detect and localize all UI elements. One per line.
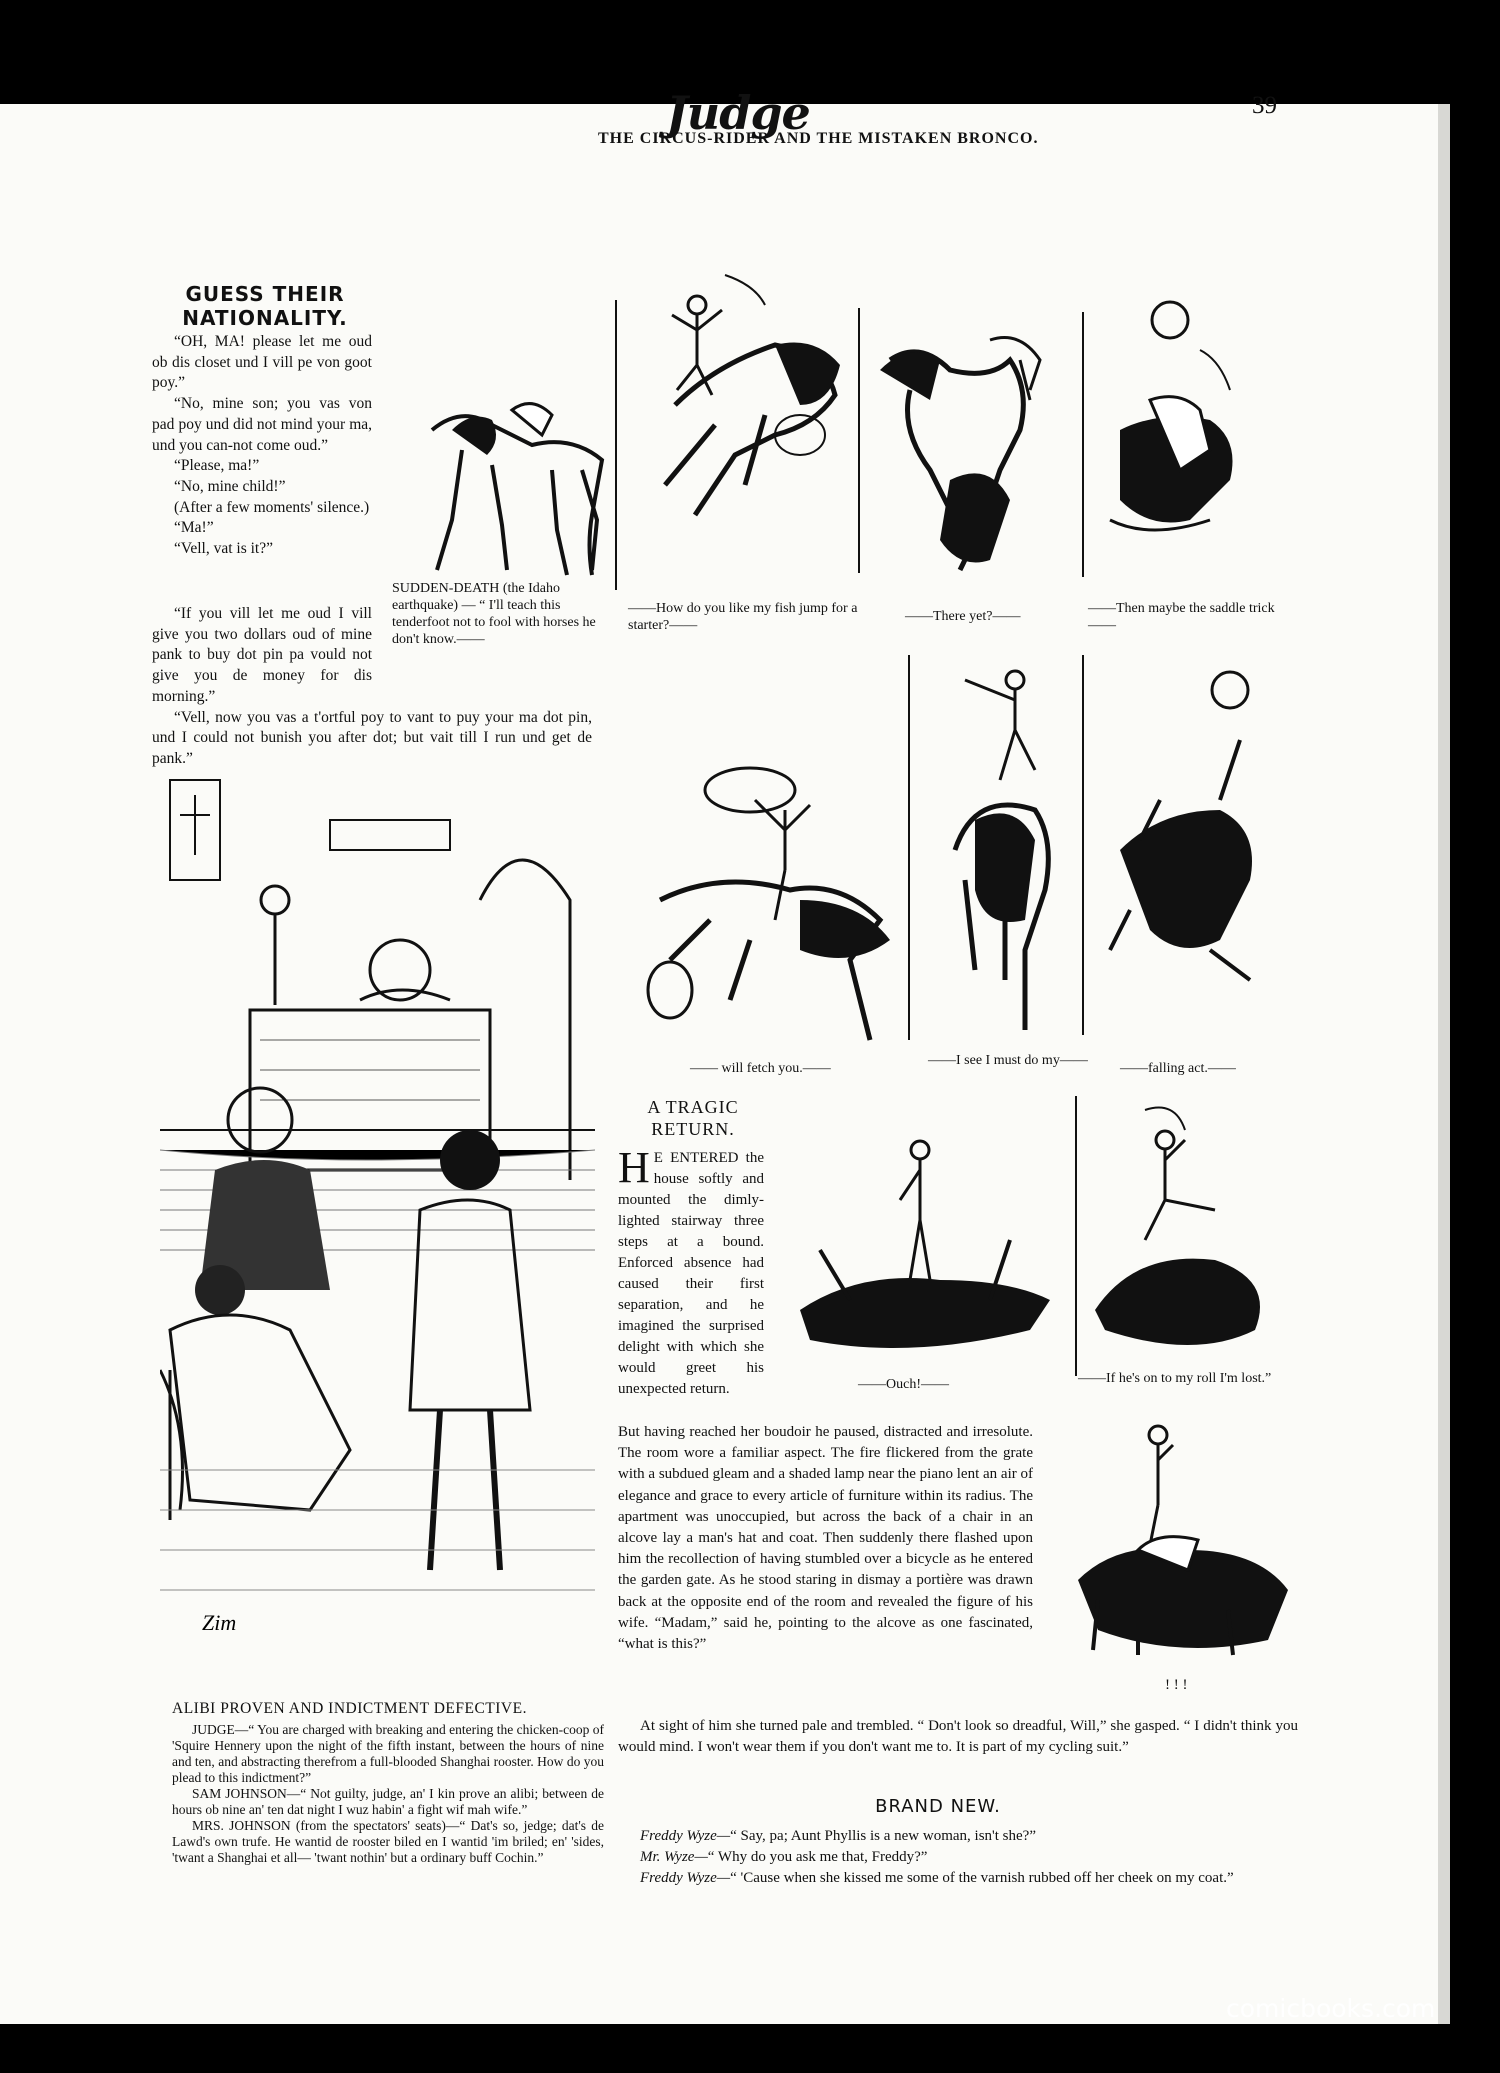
- alibi-title: ALIBI PROVEN AND INDICTMENT DEFECTIVE.: [172, 1700, 527, 1717]
- dialogue-text: “ 'Cause when she kissed me some of the varnish rubbed off her cheek on my coat.”: [730, 1870, 1234, 1886]
- caption-1: SUDDEN-DEATH (the Idaho earthquake) — “ I'll teach this tenderfoot not to fool with horses he don't know.——: [392, 581, 596, 647]
- dialogue-line: [618, 1826, 1298, 1847]
- panel-divider: [1075, 1096, 1077, 1376]
- tragic-narrow-paragraph: E ENTERED the house softly and mounted the dimly-lighted stairway three steps at a bound. Enforced absence had caused their first separation, and he imagined the surprised delight with which she would greet his unexpected return.: [618, 1150, 764, 1397]
- tragic-title: [618, 1096, 768, 1140]
- panel-divider: [1082, 312, 1084, 577]
- guess-paragraph: “Ma!”: [174, 519, 214, 537]
- speaker: Freddy Wyze—: [640, 1870, 731, 1886]
- dialogue-line: [618, 1847, 1298, 1868]
- tragic-last-paragraph: At sight of him she turned pale and trembled. “ Don't look so dreadful, Will,” she gasped. “ I didn't think you would mind. I won't wear them if you don't want me to. It is part of my cycling suit.”: [618, 1718, 1298, 1755]
- guess-title-line-2: NATIONALITY.: [182, 306, 348, 330]
- guess-paragraph: “No, mine son; you vas von pad poy und did not mind your ma, und you can-not come oud.”: [152, 395, 372, 454]
- alibi-text: [172, 1722, 604, 1866]
- caption-3: ——There yet?——: [905, 609, 1021, 624]
- guess-paragraph: (After a few moments' silence.): [174, 498, 370, 516]
- alibi-paragraph: JUDGE—“ You are charged with breaking and entering the chicken-coop of 'Squire Hennery upon the night of the fifth instant, between the hours of nine and ten, and abstracting therefrom a full-blooded Shanghai rooster. How do you plead to this indictment?”: [172, 1722, 604, 1785]
- guess-paragraph: “If you vill let me oud I vill give you two dollars oud of mine pank to buy dot pin pa vould not give you de money for dis morning.”: [152, 605, 372, 705]
- panel-divider: [615, 300, 617, 590]
- tragic-text-narrow: [618, 1143, 764, 1400]
- panel-10-illustration: [1068, 1420, 1298, 1660]
- panel-9-illustration: [1085, 1100, 1295, 1370]
- panel-3-illustration: [870, 330, 1070, 580]
- guess-paragraph: “OH, MA! please let me oud ob dis closet und I vill pe von goot poy.”: [152, 333, 372, 392]
- guess-title: [170, 282, 360, 330]
- panel-divider: [908, 655, 910, 1040]
- masthead-logo: Judge: [666, 86, 810, 140]
- dialogue-text: “ Say, pa; Aunt Phyllis is a new woman, isn't she?”: [730, 1828, 1036, 1844]
- panel-2-illustration: [625, 255, 850, 585]
- courtroom-illustration: [160, 770, 595, 1670]
- panel-divider: [858, 308, 860, 573]
- dialogue-line: [618, 1868, 1298, 1889]
- tragic-title-line-1: A TRAGIC: [647, 1097, 739, 1117]
- tragic-text-wide: [618, 1422, 1033, 1655]
- guess-paragraph: “Vell, now you vas a t'ortful poy to vant to puy your ma dot pin, und I could not bunish you after dot; but vait till I run und get de pank.”: [152, 708, 592, 767]
- alibi-paragraph: MRS. JOHNSON (from the spectators' seats)—“ Dat's so, jedge; dat's de Lawd's own trufe. He wantid de rooster biled en I wantid 'im briled; en' 'sides, 'twant a Shanghai et all— 'twant nothin' but a ordinary buff Cochin.”: [172, 1818, 604, 1865]
- artist-signature: Zim: [202, 1610, 237, 1635]
- page-number: 39: [1252, 92, 1277, 119]
- guess-paragraph: “Vell, vat is it?”: [174, 540, 273, 558]
- panel-4-illustration: [1090, 290, 1290, 590]
- panel-8-illustration: [780, 1130, 1070, 1370]
- caption-9: ——If he's on to my roll I'm lost.”: [1078, 1371, 1272, 1386]
- brand-title: BRAND NEW.: [875, 1796, 1001, 1817]
- site-watermark: comicbooks.com: [1226, 1994, 1436, 2023]
- dialogue-text: “ Why do you ask me that, Freddy?”: [707, 1849, 928, 1865]
- caption-8: ——Ouch!——: [858, 1377, 949, 1392]
- guess-title-line-1: GUESS THEIR: [185, 282, 345, 306]
- panel-6-illustration: [915, 650, 1075, 1045]
- panel-5-illustration: [600, 750, 920, 1050]
- caption-10: ! ! !: [1165, 1677, 1188, 1693]
- speaker: Freddy Wyze—: [640, 1828, 731, 1844]
- panel-1-illustration: [392, 370, 622, 590]
- caption-7: ——falling act.——: [1120, 1061, 1236, 1076]
- strip-title: THE CIRCUS-RIDER AND THE MISTAKEN BRONCO.: [598, 130, 1039, 147]
- caption-5: —— will fetch you.——: [690, 1061, 831, 1076]
- guess-paragraph: “Please, ma!”: [174, 457, 260, 475]
- panel-7-illustration: [1090, 650, 1290, 1050]
- caption-4: ——Then maybe the saddle trick——: [1088, 601, 1275, 633]
- panel-divider: [1082, 655, 1084, 1035]
- tragic-title-line-2: RETURN.: [651, 1119, 735, 1139]
- alibi-paragraph: SAM JOHNSON—“ Not guilty, judge, an' I kin prove an alibi; between de hours ob nine an' ten dat night I wuz habin' a fight wif mah wife.”: [172, 1786, 604, 1817]
- tragic-wide-paragraph: But having reached her boudoir he paused, distracted and irresolute. The room wore a familiar aspect. The fire flickered from the grate with a subdued gleam and a shaded lamp near the piano lent an air of elegance and grace to every article of furniture within its radius. The apartment was unoccupied, but across the back of a chair in an alcove lay a man's hat and coat. Then suddenly there flashed upon him the recollection of having stumbled over a bicycle as he entered the garden gate. As he stood staring in dismay a portière was drawn back at the opposite end of the room and revealed the figure of his wife. “Madam,” said he, pointing to the alcove as one fascinated, “what is this?”: [618, 1424, 1033, 1653]
- page-edge: [1438, 104, 1450, 2024]
- guess-text-narrow: [152, 332, 372, 560]
- drop-cap: H: [618, 1143, 650, 1192]
- guess-paragraph: “No, mine child!”: [174, 477, 286, 495]
- caption-6: ——I see I must do my——: [928, 1053, 1088, 1068]
- speaker: Mr. Wyze—: [640, 1849, 708, 1865]
- caption-2: ——How do you like my fish jump for a starter?——: [628, 601, 858, 633]
- tragic-text-last: [618, 1716, 1298, 1758]
- brand-dialogue: [618, 1826, 1298, 1889]
